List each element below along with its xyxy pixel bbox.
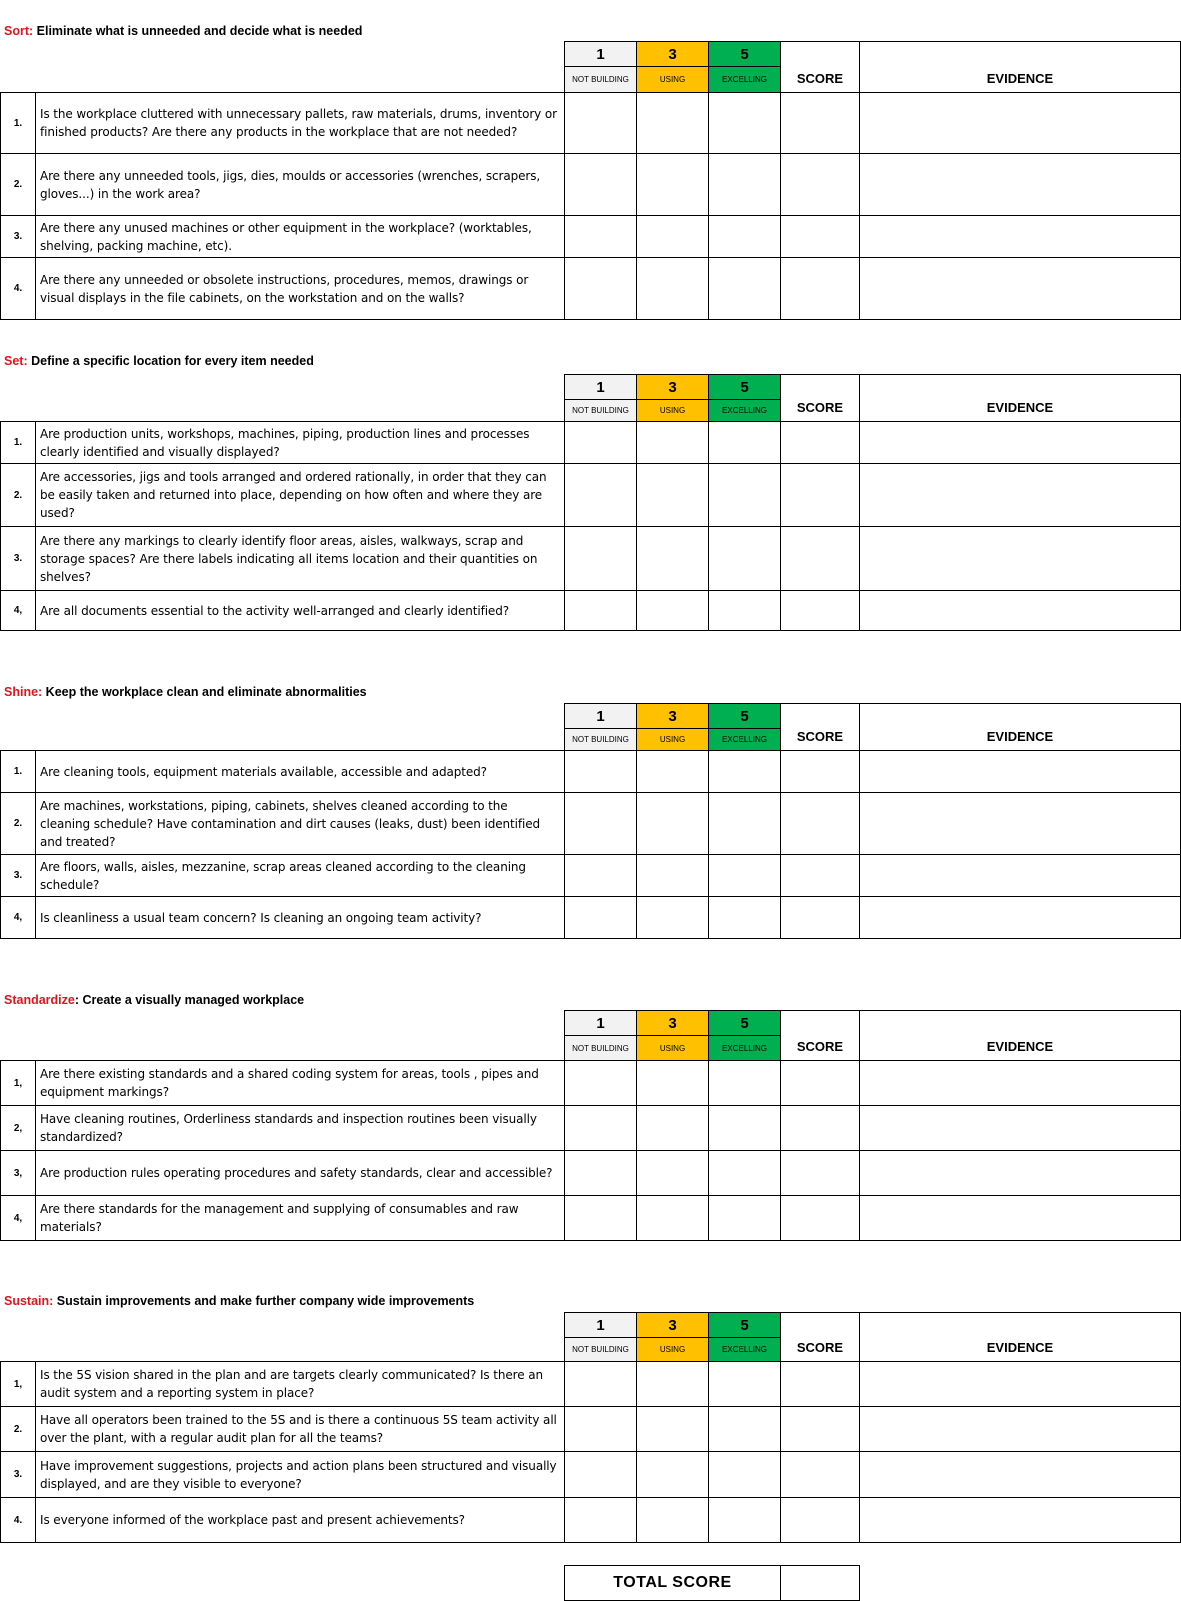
level-not-building-number: 1	[564, 41, 637, 67]
section-description: : Create a visually managed workplace	[74, 993, 305, 1007]
question-text: Have cleaning routines, Orderliness standards and inspection routines been visually standardized?	[35, 1105, 565, 1151]
rating-cell-using[interactable]	[636, 792, 709, 855]
score-cell[interactable]	[780, 215, 860, 258]
score-header: SCORE	[780, 703, 860, 751]
evidence-cell[interactable]	[859, 1451, 1181, 1498]
section-description: Eliminate what is unneeded and decide what is needed	[33, 24, 363, 38]
question-number: 4.	[0, 1497, 36, 1543]
rating-cell-excelling[interactable]	[708, 153, 781, 216]
score-cell[interactable]	[780, 153, 860, 216]
rating-cell-not-building[interactable]	[564, 1150, 637, 1196]
rating-cell-excelling[interactable]	[708, 854, 781, 897]
rating-cell-excelling[interactable]	[708, 1060, 781, 1106]
rating-cell-using[interactable]	[636, 526, 709, 591]
level-excelling-label: EXCELLING	[708, 399, 781, 422]
score-cell[interactable]	[780, 1361, 860, 1407]
rating-cell-using[interactable]	[636, 1361, 709, 1407]
level-using-label: USING	[636, 66, 709, 93]
score-cell[interactable]	[780, 590, 860, 631]
rating-cell-not-building[interactable]	[564, 215, 637, 258]
rating-cell-not-building[interactable]	[564, 463, 637, 527]
question-text: Are there any unused machines or other equipment in the workplace? (worktables, shelving, packing machine, etc).	[35, 215, 565, 258]
question-number: 3,	[0, 1150, 36, 1196]
question-number: 3.	[0, 1451, 36, 1498]
level-not-building-label: NOT BUILDING	[564, 1035, 637, 1061]
rating-cell-using[interactable]	[636, 92, 709, 154]
score-header: SCORE	[780, 41, 860, 93]
rating-cell-using[interactable]	[636, 257, 709, 320]
rating-cell-excelling[interactable]	[708, 1150, 781, 1196]
evidence-cell[interactable]	[859, 1060, 1181, 1106]
rating-cell-excelling[interactable]	[708, 1406, 781, 1452]
question-number: 2.	[0, 463, 36, 527]
level-not-building-number: 1	[564, 703, 637, 729]
rating-cell-using[interactable]	[636, 421, 709, 464]
question-number: 1.	[0, 750, 36, 793]
rating-cell-using[interactable]	[636, 1497, 709, 1543]
rating-cell-not-building[interactable]	[564, 896, 637, 939]
evidence-cell[interactable]	[859, 421, 1181, 464]
level-excelling-number: 5	[708, 703, 781, 729]
rating-cell-excelling[interactable]	[708, 526, 781, 591]
level-excelling-label: EXCELLING	[708, 728, 781, 751]
level-not-building-label: NOT BUILDING	[564, 399, 637, 422]
question-number: 2.	[0, 792, 36, 855]
rating-cell-not-building[interactable]	[564, 792, 637, 855]
rating-cell-excelling[interactable]	[708, 750, 781, 793]
evidence-header: EVIDENCE	[859, 41, 1181, 93]
question-number: 2.	[0, 153, 36, 216]
score-header: SCORE	[780, 374, 860, 422]
level-not-building-label: NOT BUILDING	[564, 728, 637, 751]
level-using-number: 3	[636, 374, 709, 400]
question-text: Are production units, workshops, machines, piping, production lines and processes clearly identified and visually displayed?	[35, 421, 565, 464]
rating-cell-not-building[interactable]	[564, 257, 637, 320]
score-cell[interactable]	[780, 854, 860, 897]
level-not-building-number: 1	[564, 374, 637, 400]
total-score-label: TOTAL SCORE	[564, 1565, 781, 1601]
question-text: Is the 5S vision shared in the plan and are targets clearly communicated? Is there an audit system and a reporting system in place?	[35, 1361, 565, 1407]
rating-cell-not-building[interactable]	[564, 1195, 637, 1241]
level-excelling-number: 5	[708, 1312, 781, 1338]
rating-cell-not-building[interactable]	[564, 1497, 637, 1543]
rating-cell-using[interactable]	[636, 750, 709, 793]
rating-cell-not-building[interactable]	[564, 854, 637, 897]
question-text: Are production rules operating procedures and safety standards, clear and accessible?	[35, 1150, 565, 1196]
question-number: 2,	[0, 1105, 36, 1151]
question-number: 2.	[0, 1406, 36, 1452]
question-number: 1.	[0, 421, 36, 464]
section-keyword: Sustain:	[4, 1294, 54, 1308]
level-not-building-label: NOT BUILDING	[564, 1337, 637, 1362]
rating-cell-excelling[interactable]	[708, 1497, 781, 1543]
section-description: Sustain improvements and make further company wide improvements	[53, 1294, 475, 1308]
rating-cell-using[interactable]	[636, 1060, 709, 1106]
score-cell[interactable]	[780, 1060, 860, 1106]
evidence-cell[interactable]	[859, 1497, 1181, 1543]
question-number: 1.	[0, 92, 36, 154]
evidence-cell[interactable]	[859, 896, 1181, 939]
score-cell[interactable]	[780, 463, 860, 527]
score-cell[interactable]	[780, 257, 860, 320]
rating-cell-excelling[interactable]	[708, 463, 781, 527]
level-using-number: 3	[636, 41, 709, 67]
question-text: Are there any unneeded tools, jigs, dies, moulds or accessories (wrenches, scrapers, gloves...) in the work area?	[35, 153, 565, 216]
evidence-cell[interactable]	[859, 1150, 1181, 1196]
rating-cell-using[interactable]	[636, 590, 709, 631]
evidence-cell[interactable]	[859, 1361, 1181, 1407]
score-cell[interactable]	[780, 421, 860, 464]
level-excelling-label: EXCELLING	[708, 66, 781, 93]
question-number: 4.	[0, 257, 36, 320]
rating-cell-using[interactable]	[636, 215, 709, 258]
rating-cell-not-building[interactable]	[564, 1060, 637, 1106]
section-keyword: Standardize	[4, 993, 75, 1007]
level-using-label: USING	[636, 1035, 709, 1061]
section-keyword: Sort:	[4, 24, 34, 38]
question-text: Are floors, walls, aisles, mezzanine, scrap areas cleaned according to the cleaning schedule?	[35, 854, 565, 897]
score-cell[interactable]	[780, 1497, 860, 1543]
section-title	[4, 354, 314, 368]
level-using-number: 3	[636, 1312, 709, 1338]
question-text: Is the workplace cluttered with unnecessary pallets, raw materials, drums, inventory or finished products? Are there any products in the workplace that are not needed?	[35, 92, 565, 154]
question-text: Is cleanliness a usual team concern? Is cleaning an ongoing team activity?	[35, 896, 565, 939]
rating-cell-not-building[interactable]	[564, 153, 637, 216]
level-using-label: USING	[636, 728, 709, 751]
evidence-cell[interactable]	[859, 590, 1181, 631]
evidence-cell[interactable]	[859, 1406, 1181, 1452]
evidence-cell[interactable]	[859, 1195, 1181, 1241]
section-keyword: Shine:	[4, 685, 43, 699]
section-keyword: Set:	[4, 354, 28, 368]
rating-cell-excelling[interactable]	[708, 92, 781, 154]
rating-cell-excelling[interactable]	[708, 1451, 781, 1498]
rating-cell-excelling[interactable]	[708, 1105, 781, 1151]
score-cell[interactable]	[780, 792, 860, 855]
rating-cell-using[interactable]	[636, 1451, 709, 1498]
rating-cell-excelling[interactable]	[708, 1361, 781, 1407]
question-text: Have improvement suggestions, projects and action plans been structured and visually displayed, and are they visible to everyone?	[35, 1451, 565, 1498]
question-text: Are there any markings to clearly identify floor areas, aisles, walkways, scrap and storage spaces? Are there labels indicating all items location and their quantities on shelves?	[35, 526, 565, 591]
score-header: SCORE	[780, 1312, 860, 1362]
score-cell[interactable]	[780, 1406, 860, 1452]
level-not-building-number: 1	[564, 1312, 637, 1338]
question-number: 1,	[0, 1060, 36, 1106]
rating-cell-using[interactable]	[636, 1150, 709, 1196]
question-text: Are there standards for the management and supplying of consumables and raw materials?	[35, 1195, 565, 1241]
level-excelling-label: EXCELLING	[708, 1337, 781, 1362]
total-score-value[interactable]	[780, 1565, 860, 1601]
rating-cell-excelling[interactable]	[708, 1195, 781, 1241]
evidence-cell[interactable]	[859, 750, 1181, 793]
section-title	[4, 685, 367, 699]
rating-cell-using[interactable]	[636, 1406, 709, 1452]
question-text: Are there existing standards and a shared coding system for areas, tools , pipes and equipment markings?	[35, 1060, 565, 1106]
evidence-header: EVIDENCE	[859, 703, 1181, 751]
evidence-cell[interactable]	[859, 792, 1181, 855]
evidence-cell[interactable]	[859, 215, 1181, 258]
level-using-label: USING	[636, 399, 709, 422]
rating-cell-excelling[interactable]	[708, 421, 781, 464]
level-excelling-number: 5	[708, 374, 781, 400]
score-header: SCORE	[780, 1010, 860, 1061]
evidence-header: EVIDENCE	[859, 374, 1181, 422]
rating-cell-excelling[interactable]	[708, 215, 781, 258]
evidence-cell[interactable]	[859, 92, 1181, 154]
score-cell[interactable]	[780, 1150, 860, 1196]
question-text: Have all operators been trained to the 5S and is there a continuous 5S team activity all over the plant, with a regular audit plan for all the teams?	[35, 1406, 565, 1452]
section-description: Keep the workplace clean and eliminate abnormalities	[42, 685, 367, 699]
question-text: Are accessories, jigs and tools arranged and ordered rationally, in order that they can be easily taken and returned into place, depending on how often and where they are used?	[35, 463, 565, 527]
evidence-header: EVIDENCE	[859, 1010, 1181, 1061]
rating-cell-not-building[interactable]	[564, 1105, 637, 1151]
score-cell[interactable]	[780, 750, 860, 793]
rating-cell-not-building[interactable]	[564, 750, 637, 793]
level-excelling-number: 5	[708, 1010, 781, 1036]
level-using-number: 3	[636, 703, 709, 729]
rating-cell-not-building[interactable]	[564, 421, 637, 464]
level-not-building-number: 1	[564, 1010, 637, 1036]
section-title	[4, 993, 304, 1007]
section-title	[4, 1294, 474, 1308]
evidence-cell[interactable]	[859, 1105, 1181, 1151]
evidence-header: EVIDENCE	[859, 1312, 1181, 1362]
score-cell[interactable]	[780, 1451, 860, 1498]
score-cell[interactable]	[780, 1105, 860, 1151]
evidence-cell[interactable]	[859, 153, 1181, 216]
evidence-cell[interactable]	[859, 526, 1181, 591]
rating-cell-using[interactable]	[636, 1105, 709, 1151]
score-cell[interactable]	[780, 896, 860, 939]
rating-cell-using[interactable]	[636, 854, 709, 897]
rating-cell-not-building[interactable]	[564, 526, 637, 591]
question-number: 3.	[0, 215, 36, 258]
rating-cell-excelling[interactable]	[708, 896, 781, 939]
level-using-number: 3	[636, 1010, 709, 1036]
question-text: Is everyone informed of the workplace past and present achievements?	[35, 1497, 565, 1543]
rating-cell-not-building[interactable]	[564, 1451, 637, 1498]
rating-cell-not-building[interactable]	[564, 1361, 637, 1407]
level-not-building-label: NOT BUILDING	[564, 66, 637, 93]
level-excelling-number: 5	[708, 41, 781, 67]
rating-cell-not-building[interactable]	[564, 1406, 637, 1452]
evidence-cell[interactable]	[859, 257, 1181, 320]
question-text: Are machines, workstations, piping, cabinets, shelves cleaned according to the cleaning schedule? Have contamination and dirt causes (leaks, dust) been identified and treated?	[35, 792, 565, 855]
section-description: Define a specific location for every item needed	[27, 354, 314, 368]
question-number: 4,	[0, 590, 36, 631]
rating-cell-excelling[interactable]	[708, 590, 781, 631]
section-title	[4, 24, 362, 38]
question-text: Are there any unneeded or obsolete instructions, procedures, memos, drawings or visual displays in the file cabinets, on the workstation and on the walls?	[35, 257, 565, 320]
rating-cell-using[interactable]	[636, 463, 709, 527]
evidence-cell[interactable]	[859, 854, 1181, 897]
level-using-label: USING	[636, 1337, 709, 1362]
question-text: Are cleaning tools, equipment materials available, accessible and adapted?	[35, 750, 565, 793]
rating-cell-using[interactable]	[636, 1195, 709, 1241]
score-cell[interactable]	[780, 526, 860, 591]
question-number: 1,	[0, 1361, 36, 1407]
question-text: Are all documents essential to the activity well-arranged and clearly identified?	[35, 590, 565, 631]
rating-cell-excelling[interactable]	[708, 792, 781, 855]
score-cell[interactable]	[780, 1195, 860, 1241]
question-number: 4,	[0, 896, 36, 939]
rating-cell-not-building[interactable]	[564, 590, 637, 631]
question-number: 3.	[0, 854, 36, 897]
question-number: 3.	[0, 526, 36, 591]
rating-cell-not-building[interactable]	[564, 92, 637, 154]
level-excelling-label: EXCELLING	[708, 1035, 781, 1061]
rating-cell-using[interactable]	[636, 896, 709, 939]
rating-cell-excelling[interactable]	[708, 257, 781, 320]
score-cell[interactable]	[780, 92, 860, 154]
question-number: 4,	[0, 1195, 36, 1241]
rating-cell-using[interactable]	[636, 153, 709, 216]
evidence-cell[interactable]	[859, 463, 1181, 527]
